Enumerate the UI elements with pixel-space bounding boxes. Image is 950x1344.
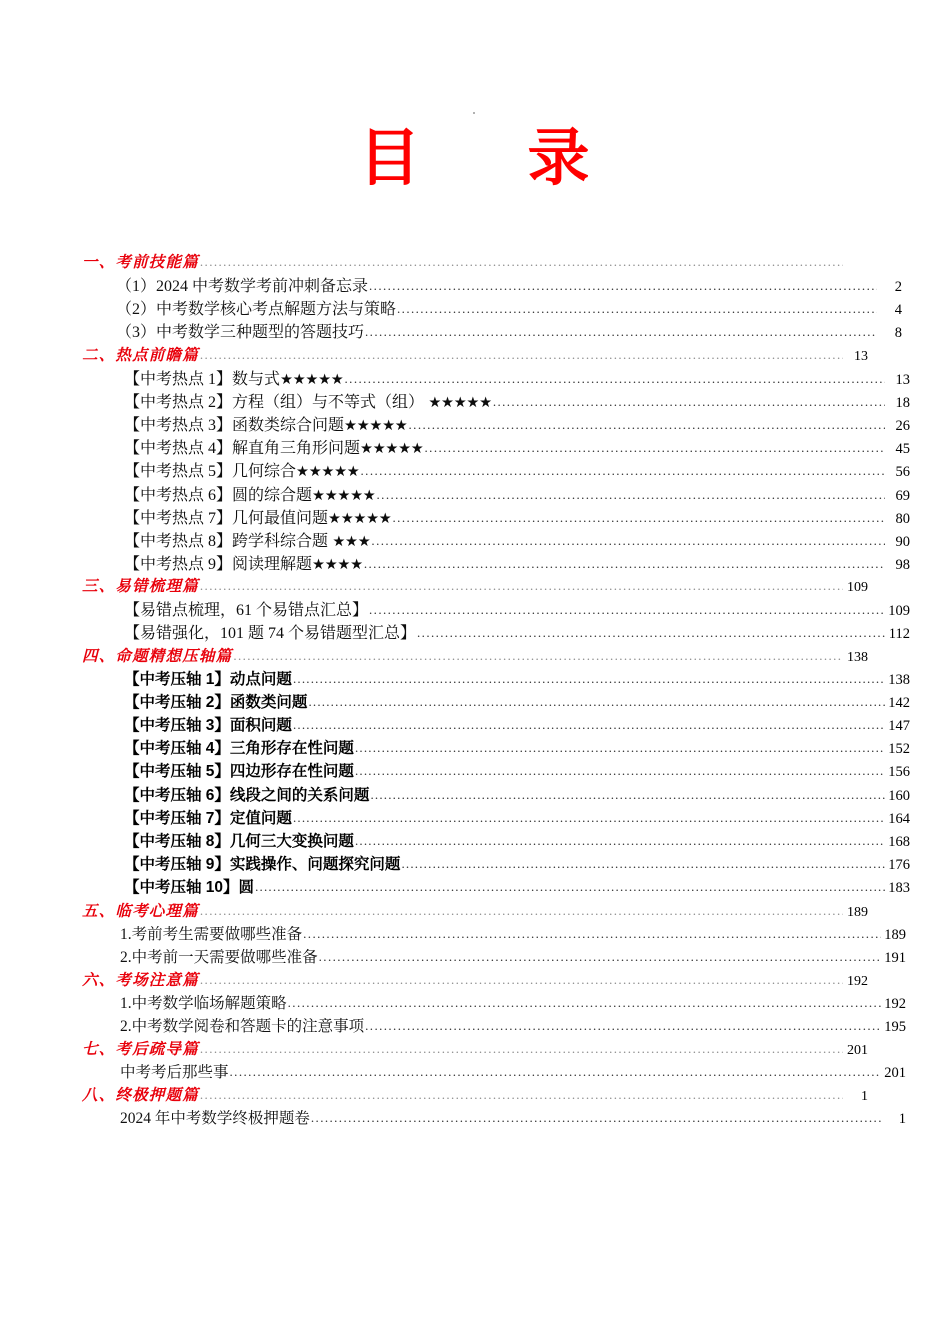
toc-page-number: 138 — [847, 649, 868, 665]
toc-entry[interactable] — [120, 922, 906, 945]
dot-leader — [355, 763, 885, 779]
toc-page-number: 176 — [888, 857, 910, 874]
toc-entry[interactable] — [82, 343, 868, 366]
star-rating-icon: ★★★★★ — [296, 464, 360, 481]
toc-entry-label: 八、终极押题篇 — [82, 1087, 199, 1105]
star-rating-icon: ★★★★ — [312, 557, 363, 574]
table-of-contents — [82, 250, 910, 1130]
toc-page-number: 2 — [894, 279, 902, 295]
toc-entry-label: 【中考热点 7】几何最值问题★★★★★ — [124, 509, 392, 527]
dot-leader — [417, 625, 885, 641]
toc-page-number: 138 — [888, 671, 910, 688]
toc-entry[interactable] — [124, 435, 910, 458]
dot-leader — [393, 510, 885, 526]
toc-page-number: 90 — [895, 533, 910, 550]
toc-page-number: 4 — [894, 302, 902, 319]
toc-page-number: 192 — [847, 973, 868, 989]
toc-entry[interactable] — [82, 899, 868, 922]
toc-entry[interactable] — [124, 852, 910, 875]
dot-leader — [355, 833, 885, 849]
star-rating-icon: ★★★★★ — [344, 417, 408, 434]
dot-leader — [293, 810, 885, 826]
dot-leader — [293, 717, 885, 733]
toc-entry-label: 2.中考数学阅卷和答题卡的注意事项 — [120, 1018, 365, 1036]
toc-entry-label: 七、考后疏导篇 — [82, 1041, 199, 1059]
toc-entry-label: 中考考后那些事 — [120, 1064, 229, 1082]
toc-page-number: 109 — [888, 603, 910, 620]
toc-entry[interactable] — [124, 597, 910, 620]
toc-entry-label: 六、考场注意篇 — [82, 971, 199, 989]
toc-page-number: 191 — [884, 949, 906, 966]
toc-entry[interactable] — [116, 296, 902, 319]
star-rating-icon: ★★★★★ — [328, 510, 392, 527]
toc-entry[interactable] — [120, 1106, 906, 1129]
toc-entry[interactable] — [124, 829, 910, 852]
dot-leader — [371, 533, 885, 549]
page-title: 目 录 — [358, 125, 592, 193]
dot-leader — [425, 440, 885, 456]
toc-entry[interactable] — [124, 875, 910, 898]
dot-leader — [303, 926, 881, 942]
toc-page-number: 13 — [854, 348, 868, 364]
dot-leader — [369, 602, 885, 618]
toc-entry[interactable] — [124, 713, 910, 736]
dot-leader — [200, 903, 843, 919]
dot-leader — [308, 694, 885, 710]
toc-entry-label: 【中考压轴 1】动点问题 — [124, 670, 292, 688]
dot-leader — [311, 1110, 881, 1126]
toc-page-number: 1 — [861, 1089, 868, 1105]
toc-entry[interactable] — [120, 1014, 906, 1037]
toc-entry-label: 1.考前考生需要做哪些准备 — [120, 925, 303, 943]
toc-entry[interactable] — [120, 991, 906, 1014]
toc-page-number: 45 — [895, 441, 910, 458]
toc-page-number: 192 — [884, 995, 906, 1012]
toc-entry[interactable] — [120, 945, 906, 968]
dot-leader — [200, 578, 843, 594]
star-rating-icon: ★★★ — [328, 533, 371, 550]
toc-entry[interactable] — [124, 667, 910, 690]
dot-leader — [319, 949, 881, 965]
dot-leader — [293, 671, 885, 687]
dot-leader — [200, 1041, 843, 1057]
toc-page-number: 18 — [895, 394, 910, 411]
dot-leader — [255, 879, 885, 895]
toc-page-number: 201 — [847, 1043, 868, 1059]
toc-entry[interactable] — [124, 505, 910, 528]
toc-entry-label: 【中考热点 9】阅读理解题★★★★ — [124, 556, 363, 574]
toc-entry-label: 一、考前技能篇 — [82, 254, 199, 271]
toc-page-number: 152 — [888, 741, 910, 758]
dot-leader — [200, 347, 843, 363]
dot-leader — [345, 371, 885, 387]
toc-entry-label: 【中考压轴 10】圆 — [124, 879, 255, 897]
dot-leader — [233, 648, 843, 664]
toc-entry-label: 【中考热点 3】函数类综合问题★★★★★ — [124, 416, 408, 434]
toc-page-number: 189 — [847, 904, 868, 920]
toc-entry-label: 【易错强化，101 题 74 个易错题型汇总】 — [124, 625, 417, 643]
toc-page-number: 156 — [888, 764, 910, 781]
toc-entry-label: 【中考压轴 3】面积问题 — [124, 717, 292, 734]
toc-entry[interactable] — [116, 273, 902, 296]
toc-entry-label: 【易错点梳理，61 个易错点汇总】 — [124, 602, 369, 620]
toc-page-number: 195 — [884, 1019, 906, 1036]
toc-entry[interactable] — [124, 806, 910, 829]
toc-entry-label: 2.中考前一天需要做哪些准备 — [120, 948, 318, 966]
dot-leader — [364, 556, 885, 572]
toc-entry-label: 1.中考数学临场解题策略 — [120, 994, 287, 1012]
dot-leader — [370, 787, 885, 803]
toc-page-number: 183 — [888, 880, 910, 897]
toc-entry[interactable] — [124, 759, 910, 782]
toc-page-number: 147 — [888, 718, 910, 734]
toc-entry-label: （3）中考数学三种题型的答题技巧 — [116, 324, 365, 342]
star-rating-icon: ★★★★★ — [312, 487, 376, 504]
toc-entry-label: 【中考压轴 4】三角形存在性问题 — [124, 740, 354, 758]
toc-entry[interactable] — [82, 1083, 868, 1106]
toc-entry[interactable] — [116, 319, 902, 342]
toc-entry[interactable] — [124, 528, 910, 551]
toc-entry[interactable] — [124, 366, 910, 389]
star-rating-icon: ★★★★★ — [360, 441, 424, 458]
dot-leader — [377, 487, 885, 503]
dot-leader — [288, 995, 881, 1011]
toc-page-number: 98 — [895, 557, 910, 574]
toc-page-number: 56 — [895, 464, 910, 481]
toc-entry[interactable] — [124, 551, 910, 574]
toc-page-number: 142 — [888, 694, 910, 711]
toc-page-number: 69 — [895, 487, 910, 504]
dot-leader — [355, 740, 885, 756]
toc-entry-label: 2024 年中考数学终极押题卷 — [120, 1110, 310, 1128]
toc-entry-label: 【中考热点 8】跨学科综合题 ★★★ — [124, 532, 371, 550]
toc-entry-label: 五、临考心理篇 — [82, 902, 199, 920]
dot-leader — [409, 417, 885, 433]
toc-entry[interactable] — [124, 482, 910, 505]
toc-page-number: 1 — [898, 1111, 906, 1128]
toc-page-number: 26 — [895, 417, 910, 434]
dot-leader — [365, 324, 877, 340]
dot-leader — [200, 972, 843, 988]
toc-entry-label: 【中考压轴 6】线段之间的关系问题 — [124, 786, 370, 804]
toc-entry-label: 【中考压轴 7】定值问题 — [124, 809, 292, 827]
dot-leader — [230, 1064, 881, 1080]
toc-entry-label: 【中考热点 4】解直角三角形问题★★★★★ — [124, 440, 424, 458]
toc-entry[interactable] — [124, 389, 910, 412]
toc-entry-label: 【中考压轴 8】几何三大变换问题 — [124, 832, 354, 850]
toc-entry-label: 【中考压轴 2】函数类问题 — [124, 693, 308, 711]
toc-page-number: 8 — [894, 325, 902, 342]
toc-entry[interactable] — [82, 968, 868, 991]
toc-page-number: 168 — [888, 833, 910, 850]
toc-entry[interactable] — [82, 250, 868, 273]
toc-page-number: 80 — [895, 510, 910, 527]
toc-entry-label: 【中考压轴 5】四边形存在性问题 — [124, 763, 354, 781]
toc-entry-label: 【中考热点 6】圆的综合题★★★★★ — [124, 486, 376, 504]
toc-entry[interactable] — [124, 736, 910, 759]
dot-leader — [369, 278, 877, 294]
star-rating-icon: ★★★★★ — [280, 371, 344, 388]
dot-leader — [493, 394, 885, 410]
toc-entry[interactable] — [124, 690, 910, 713]
toc-entry[interactable] — [82, 1037, 868, 1060]
toc-entry-label: 【中考热点 1】数与式★★★★★ — [124, 370, 344, 388]
toc-page-number: 164 — [888, 810, 910, 827]
toc-entry[interactable] — [124, 620, 910, 643]
dot-leader — [361, 463, 885, 479]
dot-leader — [397, 301, 877, 317]
toc-page-number: 109 — [847, 580, 868, 596]
toc-entry[interactable] — [124, 412, 910, 435]
toc-entry-label: 【中考压轴 9】实践操作、问题探究问题 — [124, 856, 401, 874]
toc-entry-label: 四、命题精想压轴篇 — [82, 647, 233, 665]
dot-leader — [200, 254, 843, 270]
toc-page-number: 160 — [888, 787, 910, 804]
toc-page-number: 112 — [888, 626, 910, 643]
page-artifact-dot — [473, 112, 475, 114]
toc-entry[interactable] — [82, 574, 868, 597]
dot-leader — [401, 856, 885, 872]
toc-entry[interactable] — [124, 783, 910, 806]
toc-entry[interactable] — [82, 644, 868, 667]
toc-entry-label: 三、易错梳理篇 — [82, 578, 199, 596]
toc-entry-label: （2）中考数学核心考点解题方法与策略 — [116, 301, 397, 319]
toc-entry-label: 二、热点前瞻篇 — [82, 346, 199, 364]
toc-entry[interactable] — [124, 458, 910, 481]
toc-page-number: 13 — [895, 371, 910, 388]
star-rating-icon: ★★★★★ — [424, 394, 492, 411]
toc-entry[interactable] — [120, 1060, 906, 1083]
toc-entry-label: 【中考热点 5】几何综合★★★★★ — [124, 463, 360, 481]
dot-leader — [200, 1087, 843, 1103]
dot-leader — [365, 1018, 881, 1034]
toc-page-number: 189 — [884, 926, 906, 943]
toc-entry-label: （1）2024 中考数学考前冲刺备忘录 — [116, 278, 369, 295]
toc-entry-label: 【中考热点 2】方程（组）与不等式（组） ★★★★★ — [124, 393, 492, 411]
toc-page-number: 201 — [884, 1065, 906, 1082]
